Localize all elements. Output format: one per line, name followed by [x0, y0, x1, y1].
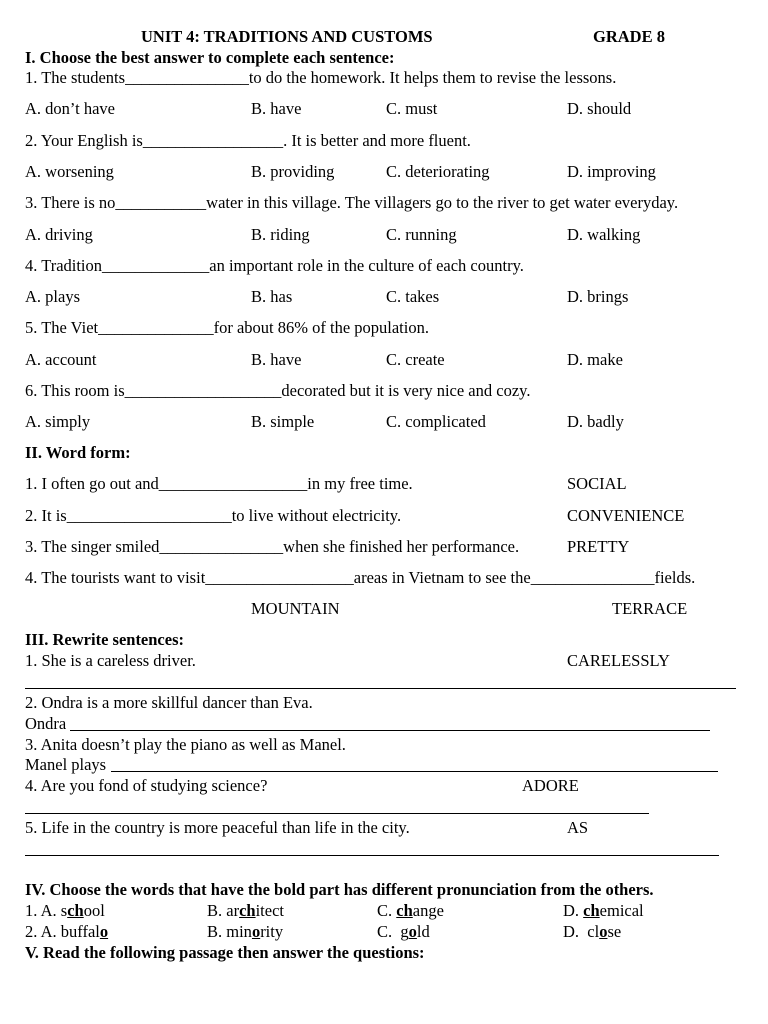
word-form-cue-1: SOCIAL	[567, 474, 627, 493]
q1-option-a: A. don’t have	[25, 99, 115, 118]
answer-line-5	[25, 855, 719, 856]
q6-option-b: B. simple	[251, 412, 315, 431]
q6-option-c: C. complicated	[386, 412, 486, 431]
pron-2a: 2. A. buffalo	[25, 922, 109, 941]
grade-label: GRADE 8	[593, 27, 665, 46]
q2-option-b: B. providing	[251, 162, 335, 181]
rewrite-q2-prompt: Ondra	[25, 714, 67, 733]
pron-1b: B. architect	[207, 901, 284, 920]
q5-option-b: B. have	[251, 350, 302, 369]
q2-option-a: A. worsening	[25, 162, 114, 181]
question-3: 3. There is no___________water in this village. The villagers go to the river to get water everyday.	[25, 193, 679, 212]
question-4: 4. Tradition_____________an important role in the culture of each country.	[25, 256, 524, 275]
word-form-item-2: 2. It is____________________to live without electricity.	[25, 506, 402, 525]
q4-option-c: C. takes	[386, 287, 440, 306]
word-form-cue-2: CONVENIENCE	[567, 506, 685, 525]
rewrite-q2: 2. Ondra is a more skillful dancer than Eva.	[25, 693, 313, 712]
rewrite-q5: 5. Life in the country is more peaceful than life in the city.	[25, 818, 410, 837]
rewrite-q4: 4. Are you fond of studying science?	[25, 776, 268, 795]
q4-option-a: A. plays	[25, 287, 80, 306]
q2-option-d: D. improving	[567, 162, 656, 181]
answer-line-1	[25, 688, 736, 689]
q5-option-c: C. create	[386, 350, 445, 369]
rewrite-q4-cue: ADORE	[522, 776, 579, 795]
pron-2d: D. close	[563, 922, 622, 941]
pron-2c: C. gold	[377, 922, 430, 941]
q3-option-b: B. riding	[251, 225, 310, 244]
question-2: 2. Your English is_________________. It is better and more fluent.	[25, 131, 471, 150]
word-form-cue-mountain: MOUNTAIN	[251, 599, 340, 618]
q6-option-a: A. simply	[25, 412, 91, 431]
q4-option-b: B. has	[251, 287, 293, 306]
pron-1c: C. change	[377, 901, 444, 920]
section1-heading: I. Choose the best answer to complete each sentence:	[25, 48, 395, 67]
rewrite-q5-cue: AS	[567, 818, 589, 837]
section2-heading: II. Word form:	[25, 443, 131, 462]
section3-heading: III. Rewrite sentences:	[25, 630, 184, 649]
q1-option-b: B. have	[251, 99, 302, 118]
rewrite-q1-cue: CARELESSLY	[567, 651, 670, 670]
q3-option-d: D. walking	[567, 225, 641, 244]
pron-1a: 1. A. school	[25, 901, 105, 920]
question-6: 6. This room is___________________decorated but it is very nice and cozy.	[25, 381, 531, 400]
question-1: 1. The students_______________to do the homework. It helps them to revise the lessons.	[25, 68, 617, 87]
section5-heading: V. Read the following passage then answer the questions:	[25, 943, 425, 962]
q2-option-c: C. deteriorating	[386, 162, 490, 181]
q6-option-d: D. badly	[567, 412, 624, 431]
rewrite-q1: 1. She is a careless driver.	[25, 651, 196, 670]
rewrite-q3-prompt: Manel plays	[25, 755, 107, 774]
worksheet-title: UNIT 4: TRADITIONS AND CUSTOMS	[141, 27, 433, 46]
q4-option-d: D. brings	[567, 287, 629, 306]
word-form-cue-3: PRETTY	[567, 537, 630, 556]
rewrite-q3: 3. Anita doesn’t play the piano as well as Manel.	[25, 735, 346, 754]
q3-option-c: C. running	[386, 225, 457, 244]
question-5: 5. The Viet______________for about 86% of the population.	[25, 318, 429, 337]
word-form-cue-terrace: TERRACE	[612, 599, 688, 618]
pron-2b: B. minority	[207, 922, 284, 941]
answer-line-3	[111, 771, 718, 772]
word-form-item-4: 4. The tourists want to visit__________________areas in Vietnam to see the_______________fields.	[25, 568, 696, 587]
word-form-item-3: 3. The singer smiled_______________when she finished her performance.	[25, 537, 520, 556]
answer-line-4	[25, 813, 649, 814]
q1-option-c: C. must	[386, 99, 438, 118]
q3-option-a: A. driving	[25, 225, 93, 244]
answer-line-2	[70, 730, 710, 731]
q1-option-d: D. should	[567, 99, 632, 118]
q5-option-a: A. account	[25, 350, 97, 369]
q5-option-d: D. make	[567, 350, 623, 369]
pron-1d: D. chemical	[563, 901, 644, 920]
word-form-item-1: 1. I often go out and__________________in my free time.	[25, 474, 413, 493]
section4-heading: IV. Choose the words that have the bold part has different pronunciation from the others.	[25, 880, 654, 899]
